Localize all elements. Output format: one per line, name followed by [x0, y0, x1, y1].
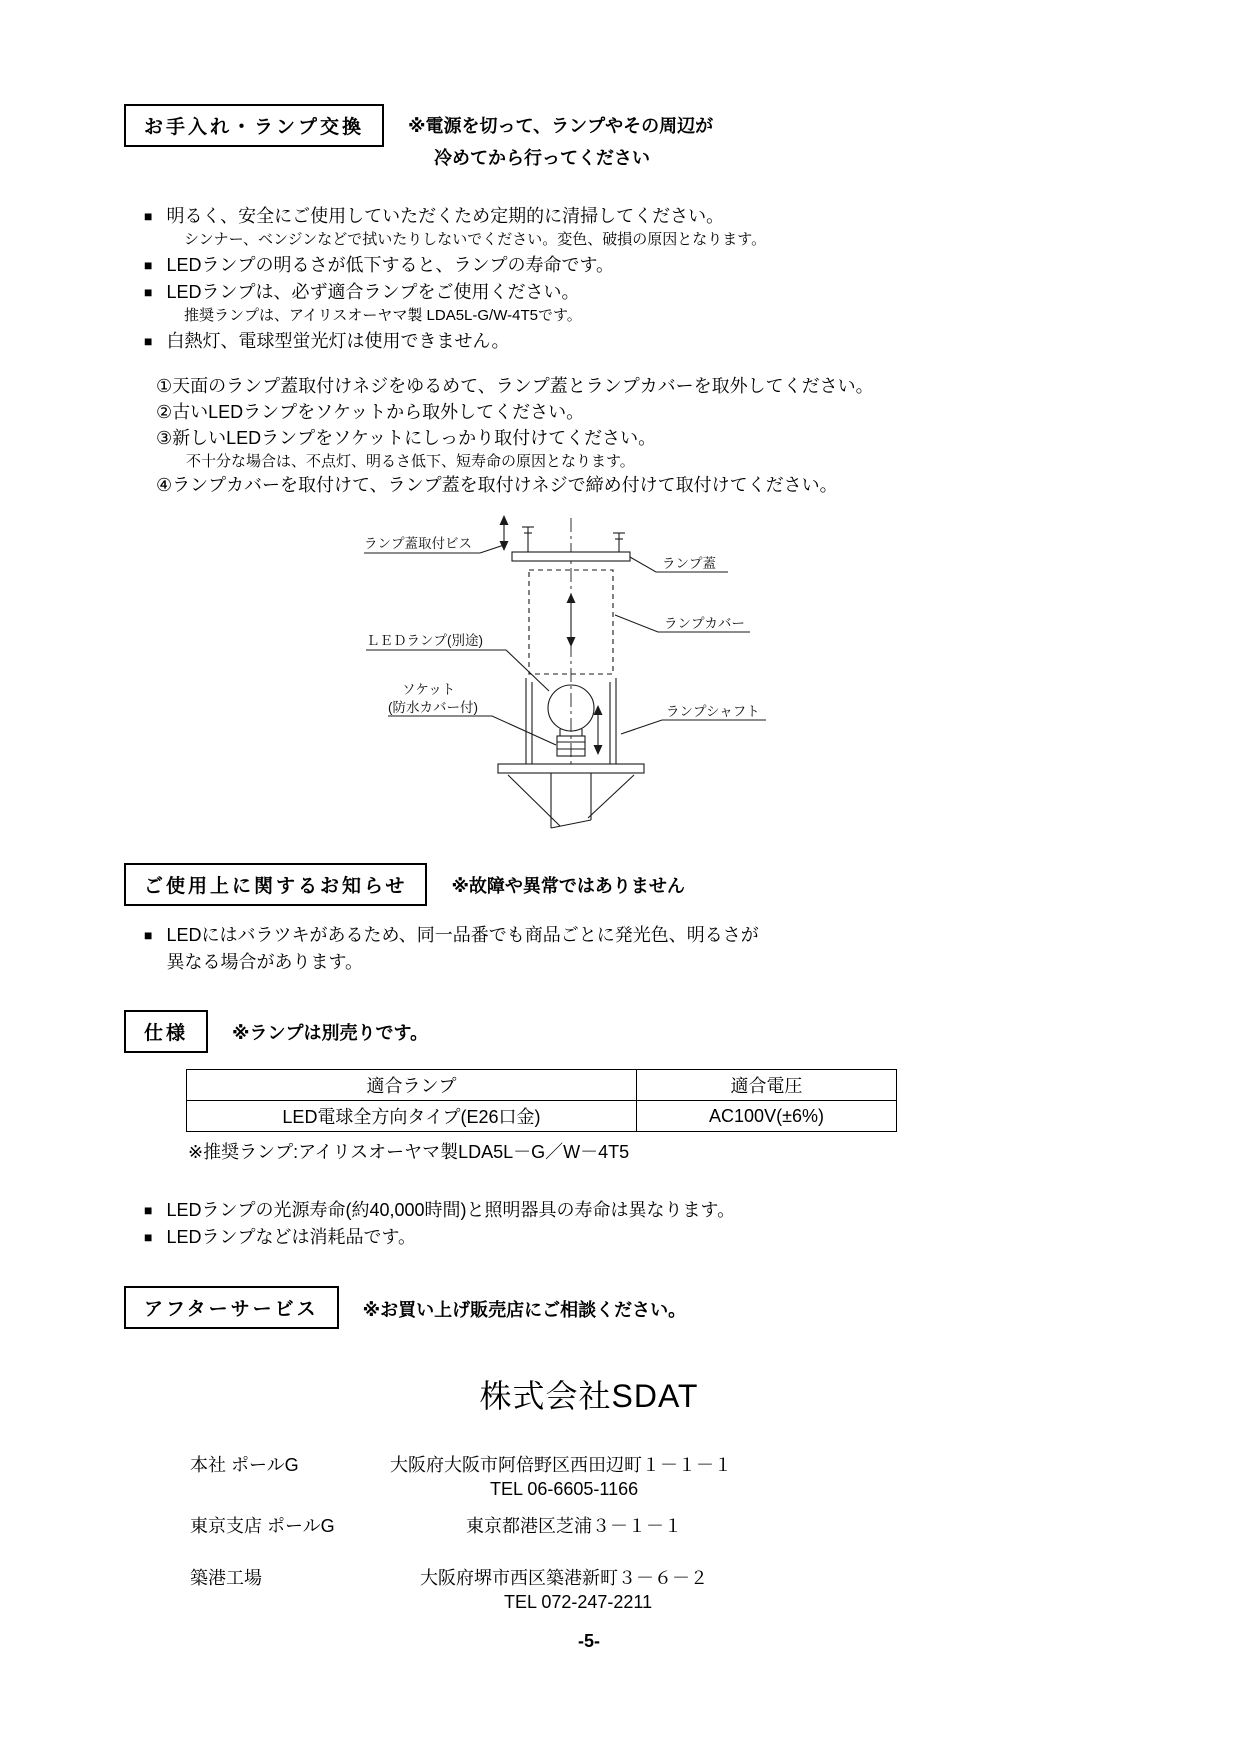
office-head-tel: TEL 06-6605-1166 — [490, 1479, 639, 1499]
pole-shaft-shape — [508, 773, 634, 828]
office-label: 本社 ポールG — [190, 1455, 299, 1475]
spec-bullets — [144, 1198, 1170, 1250]
bullet-marker: ■ — [144, 333, 153, 349]
base-plate-shape — [498, 764, 644, 773]
bullet-marker: ■ — [144, 1229, 153, 1245]
notice-bullet-line2: 異なる場合があります。 — [166, 952, 364, 972]
spec-header-lamp: 適合ランプ — [187, 1070, 637, 1101]
after-service-note: ※お買い上げ販売店にご相談ください。 — [362, 1300, 687, 1320]
diagram-label-shaft: ランプシャフト — [666, 704, 760, 719]
maintenance-bullet-1 — [144, 204, 1170, 251]
spec-bullet-2 — [144, 1225, 1170, 1250]
office-label: 築港工場 — [190, 1568, 262, 1588]
spec-value-lamp: LED電球全方向タイプ(E26口金) — [187, 1101, 637, 1132]
remove-direction-arrow-middle — [567, 593, 576, 647]
bullet-marker: ■ — [144, 208, 153, 224]
spec-value-voltage: AC100V(±6%) — [637, 1101, 897, 1132]
leader-shaft — [621, 720, 766, 734]
bullet-subnote: 推奨ランプは、アイリスオーヤマ製 LDA5L-G/W-4T5です。 — [184, 307, 582, 324]
maintenance-note-line2: 冷めてから行ってください — [434, 148, 651, 168]
leader-lid-screw-2 — [480, 545, 504, 553]
diagram-label-led-lamp: ＬＥＤランプ(別途) — [366, 633, 483, 648]
lamp-lid-shape — [512, 552, 630, 561]
office-factory — [190, 1564, 1170, 1590]
replacement-steps — [156, 374, 1170, 498]
bullet-marker: ■ — [144, 1202, 153, 1218]
bullet-text: LEDランプは、必ず適合ランプをご使用ください。 — [166, 282, 580, 302]
office-address: 大阪府堺市西区築港新町３－６－２ — [420, 1568, 708, 1588]
office-address: 大阪府大阪市阿倍野区西田辺町１－１－１ — [390, 1455, 732, 1475]
maintenance-bullet-2 — [144, 253, 1170, 278]
spec-header-voltage: 適合電圧 — [637, 1070, 897, 1101]
leader-led-lamp — [366, 650, 549, 691]
diagram-label-lid-screw: ランプ蓋取付ビス — [364, 536, 472, 551]
office-head — [190, 1451, 1170, 1477]
lamp-assembly-drawing — [336, 512, 806, 842]
maintenance-title-box: お手入れ・ランプ交換 — [124, 104, 384, 147]
bullet-text: 白熱灯、電球型蛍光灯は使用できません。 — [166, 331, 510, 351]
spec-header — [124, 1010, 1170, 1053]
step-1: ①天面のランプ蓋取付けネジをゆるめて、ランプ蓋とランプカバーを取外してください。 — [156, 376, 874, 396]
office-tokyo — [190, 1512, 1170, 1538]
bullet-marker: ■ — [144, 927, 153, 943]
spec-bullet-1 — [144, 1198, 1170, 1223]
notice-bullet — [144, 922, 1170, 976]
bullet-text: LEDランプなどは消耗品です。 — [166, 1227, 417, 1247]
diagram-label-socket: ソケット — [402, 682, 456, 697]
company-name: 株式会社SDAT — [479, 1378, 699, 1414]
step-2: ②古いLEDランプをソケットから取外してください。 — [156, 402, 585, 422]
lid-screw-left-icon — [522, 527, 534, 552]
step-3-subnote: 不十分な場合は、不点灯、明るさ低下、短寿命の原因となります。 — [186, 453, 635, 470]
spec-note: ※ランプは別売りです。 — [232, 1023, 429, 1043]
notice-note: ※故障や異常ではありません — [451, 876, 685, 896]
diagram-label-socket-sub: (防水カバー付) — [388, 700, 478, 715]
page-number: -5- — [578, 1631, 600, 1651]
after-service-title-box: アフターサービス — [124, 1286, 339, 1329]
notice-bullet-line1: LEDにはバラツキがあるため、同一品番でも商品ごとに発光色、明るさが — [166, 925, 759, 945]
diagram-label-cover: ランプカバー — [664, 616, 745, 631]
spec-table-header-row — [187, 1070, 897, 1101]
bullet-text: LEDランプの明るさが低下すると、ランプの寿命です。 — [166, 255, 615, 275]
step-4: ④ランプカバーを取付けて、ランプ蓋を取付けネジで締め付けて取付けてください。 — [156, 475, 838, 495]
remove-direction-arrow-lamp — [594, 705, 603, 755]
spec-title-box: 仕様 — [124, 1010, 208, 1053]
maintenance-note-line1: ※電源を切って、ランプやその周辺が — [408, 116, 714, 136]
bullet-marker: ■ — [144, 257, 153, 273]
spec-table-value-row — [187, 1101, 897, 1132]
maintenance-header — [124, 104, 1170, 174]
notice-header — [124, 863, 1170, 906]
maintenance-head-note — [408, 104, 713, 174]
office-label: 東京支店 ポールG — [190, 1516, 335, 1536]
diagram-label-lid: ランプ蓋 — [662, 556, 716, 571]
company-offices — [190, 1451, 1170, 1613]
maintenance-bullet-4 — [144, 329, 1170, 354]
bullet-subnote: シンナー、ベンジンなどで拭いたりしないでください。変色、破損の原因となります。 — [184, 231, 767, 248]
lid-screw-right-icon — [613, 533, 625, 552]
spec-table-note: ※推奨ランプ:アイリスオーヤマ製LDA5L－G／W－4T5 — [188, 1142, 630, 1162]
bullet-text: LEDランプの光源寿命(約40,000時間)と照明器具の寿命は異なります。 — [166, 1200, 736, 1220]
bullet-marker: ■ — [144, 284, 153, 300]
lamp-assembly-diagram — [336, 512, 1170, 847]
leader-socket — [388, 716, 556, 745]
maintenance-bullets — [144, 204, 1170, 354]
maintenance-bullet-3 — [144, 280, 1170, 327]
spec-table — [186, 1069, 897, 1132]
step-3: ③新しいLEDランプをソケットにしっかり取付けてください。 — [156, 428, 657, 448]
bullet-text: 明るく、安全にご使用していただくため定期的に清掃してください。 — [166, 206, 725, 226]
notice-bullet-text — [166, 922, 758, 976]
notice-title-box: ご使用上に関するお知らせ — [124, 863, 427, 906]
after-service-header — [124, 1286, 1170, 1329]
office-address: 東京都港区芝浦３－１－１ — [466, 1516, 682, 1536]
office-factory-tel: TEL 072-247-2211 — [504, 1592, 653, 1612]
